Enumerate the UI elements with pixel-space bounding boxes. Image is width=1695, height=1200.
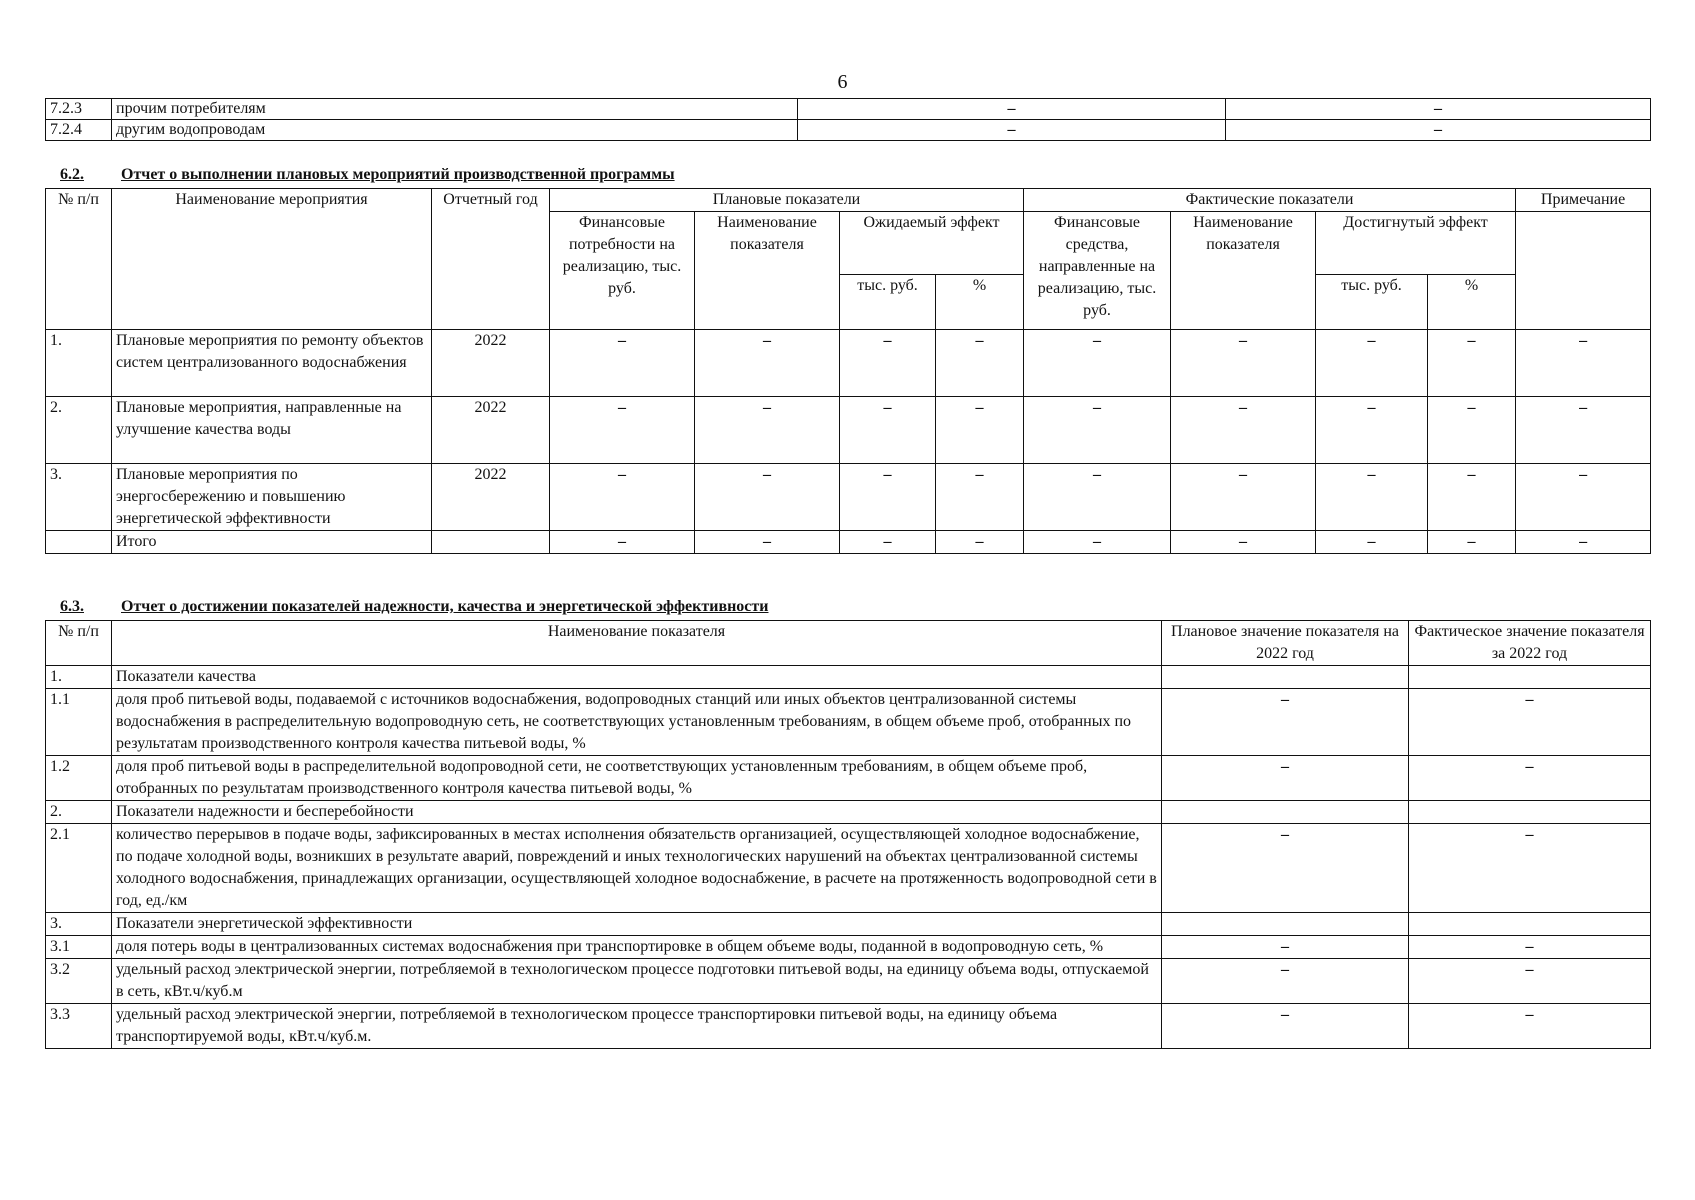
row-number: 2. xyxy=(46,801,112,824)
table-row xyxy=(46,1004,1651,1049)
row-value: – xyxy=(695,330,840,397)
header-fin-means: Финансовые средства, направленные на реализацию, тыс. руб. xyxy=(1024,212,1171,330)
row-year: 2022 xyxy=(432,397,550,464)
row-name: количество перерывов в подаче воды, зафиксированных в местах исполнения обязательств организацией, осуществляющей холодное водоснабжение, по подаче холодной воды, возникших в результате аварий, повреждений и иных технологических нарушений на объектах централизованной системы холодного водоснабжения, принадлежащих организации, осуществляющей холодное водоснабжение, в расчете на протяженность водопроводной сети в год, ед./км xyxy=(112,824,1162,913)
total-year-blank xyxy=(432,531,550,554)
row-value: – xyxy=(1024,397,1171,464)
row-name: доля потерь воды в централизованных системах водоснабжения при транспортировке в общем объеме воды, поданной в водопроводную сеть, % xyxy=(112,936,1162,959)
row-planned: – xyxy=(1162,689,1409,756)
row-value: – xyxy=(550,397,695,464)
row-planned: – xyxy=(1162,936,1409,959)
continuation-table xyxy=(45,98,1651,141)
row-name: прочим потребителям xyxy=(112,99,798,120)
row-value: – xyxy=(1171,397,1316,464)
row-name: Показатели качества xyxy=(112,666,1162,689)
row-value: – xyxy=(936,397,1024,464)
row-actual xyxy=(1409,913,1651,936)
table-row xyxy=(46,936,1651,959)
row-actual: – xyxy=(1409,824,1651,913)
table-row xyxy=(46,666,1651,689)
row-value: – xyxy=(695,464,840,531)
row-planned xyxy=(1162,801,1409,824)
row-actual: – xyxy=(1409,1004,1651,1049)
table-row xyxy=(46,689,1651,756)
row-value: – xyxy=(1024,330,1171,397)
row-value: – xyxy=(1428,330,1516,397)
table-row xyxy=(46,913,1651,936)
row-number: 1.2 xyxy=(46,756,112,801)
row-value: – xyxy=(550,464,695,531)
row-value: – xyxy=(840,330,936,397)
row-value: – xyxy=(1171,330,1316,397)
total-value: – xyxy=(840,531,936,554)
section-number: 6.2. xyxy=(60,166,84,183)
header-thous-rub-actual: тыс. руб. xyxy=(1316,274,1428,330)
row-number: 3.1 xyxy=(46,936,112,959)
row-name: другим водопроводам xyxy=(112,120,798,141)
row-name: удельный расход электрической энергии, потребляемой в технологическом процессе транспортировки питьевой воды, на единицу объема транспортируемой воды, кВт.ч/куб.м. xyxy=(112,1004,1162,1049)
row-actual: – xyxy=(1409,756,1651,801)
row-actual: – xyxy=(1409,689,1651,756)
row-value: – xyxy=(1171,464,1316,531)
row-value: – xyxy=(798,99,1226,120)
row-actual: – xyxy=(1409,936,1651,959)
table-row xyxy=(46,824,1651,913)
page-number: 6 xyxy=(837,71,848,93)
row-value: – xyxy=(936,464,1024,531)
row-value: – xyxy=(1316,464,1428,531)
row-number: 2.1 xyxy=(46,824,112,913)
header-indicator-name-actual: Наименование показателя xyxy=(1171,212,1316,330)
activities-table xyxy=(45,188,1651,554)
row-number: 3.3 xyxy=(46,1004,112,1049)
header-percent-actual: % xyxy=(1428,274,1516,330)
row-value: – xyxy=(840,397,936,464)
header-planned: Плановое значение показателя на 2022 год xyxy=(1162,621,1409,666)
row-value: – xyxy=(798,120,1226,141)
header-num: № п/п xyxy=(46,189,112,330)
row-value: – xyxy=(1226,99,1651,120)
row-actual: – xyxy=(1409,959,1651,1004)
header-fin-needs: Финансовые потребности на реализацию, тыс. руб. xyxy=(550,212,695,330)
total-value: – xyxy=(1428,531,1516,554)
table-row xyxy=(46,330,1651,397)
header-percent: % xyxy=(936,274,1024,330)
row-number: 3. xyxy=(46,913,112,936)
row-value: – xyxy=(550,330,695,397)
row-actual xyxy=(1409,801,1651,824)
row-value: – xyxy=(1024,464,1171,531)
row-name: Плановые мероприятия по энергосбережению и повышению энергетической эффективности xyxy=(112,464,432,531)
table-row xyxy=(46,397,1651,464)
row-planned xyxy=(1162,913,1409,936)
total-value: – xyxy=(550,531,695,554)
header-actual: Фактическое значение показателя за 2022 год xyxy=(1409,621,1651,666)
total-value: – xyxy=(1171,531,1316,554)
row-value: – xyxy=(1226,120,1651,141)
row-number: 2. xyxy=(46,397,112,464)
table-row xyxy=(46,99,1651,120)
row-name: Плановые мероприятия по ремонту объектов систем централизованного водоснабжения xyxy=(112,330,432,397)
row-planned xyxy=(1162,666,1409,689)
row-value: – xyxy=(840,464,936,531)
row-number: 3. xyxy=(46,464,112,531)
total-row xyxy=(46,531,1651,554)
row-value: – xyxy=(695,397,840,464)
table-row xyxy=(46,120,1651,141)
row-planned: – xyxy=(1162,824,1409,913)
row-name: Плановые мероприятия, направленные на улучшение качества воды xyxy=(112,397,432,464)
total-value: – xyxy=(1316,531,1428,554)
row-value: – xyxy=(1316,397,1428,464)
table-row xyxy=(46,756,1651,801)
row-name: Показатели энергетической эффективности xyxy=(112,913,1162,936)
row-year: 2022 xyxy=(432,464,550,531)
total-value: – xyxy=(1516,531,1651,554)
row-number: 1. xyxy=(46,330,112,397)
row-value: – xyxy=(1516,464,1651,531)
header-note-blank xyxy=(1516,212,1651,330)
header-name: Наименование показателя xyxy=(112,621,1162,666)
row-name: доля проб питьевой воды в распределительной водопроводной сети, не соответствующих установленным требованиям, в общем объеме проб, отобранных по результатам производственного контроля качества питьевой воды, % xyxy=(112,756,1162,801)
row-value: – xyxy=(936,330,1024,397)
header-year: Отчетный год xyxy=(432,189,550,330)
section-title: Отчет о достижении показателей надежности, качества и энергетической эффективности xyxy=(121,598,769,615)
header-achieved-effect: Достигнутый эффект xyxy=(1316,212,1516,275)
row-number: 1. xyxy=(46,666,112,689)
header-num: № п/п xyxy=(46,621,112,666)
row-value: – xyxy=(1516,330,1651,397)
header-note: Примечание xyxy=(1516,189,1651,212)
row-number: 7.2.4 xyxy=(46,120,112,141)
row-planned: – xyxy=(1162,959,1409,1004)
row-name: Показатели надежности и бесперебойности xyxy=(112,801,1162,824)
table-row xyxy=(46,959,1651,1004)
row-number: 3.2 xyxy=(46,959,112,1004)
row-actual xyxy=(1409,666,1651,689)
section-title: Отчет о выполнении плановых мероприятий производственной программы xyxy=(121,166,675,183)
section-number: 6.3. xyxy=(60,598,84,615)
table-row xyxy=(46,464,1651,531)
total-label: Итого xyxy=(112,531,432,554)
total-value: – xyxy=(1024,531,1171,554)
row-value: – xyxy=(1516,397,1651,464)
row-name: удельный расход электрической энергии, потребляемой в технологическом процессе подготовки питьевой воды, на единицу объема воды, отпускаемой в сеть, кВт.ч/куб.м xyxy=(112,959,1162,1004)
table-row xyxy=(46,801,1651,824)
row-number: 7.2.3 xyxy=(46,99,112,120)
total-value: – xyxy=(695,531,840,554)
header-planned: Плановые показатели xyxy=(550,189,1024,212)
indicators-table xyxy=(45,620,1651,1049)
row-value: – xyxy=(1428,464,1516,531)
row-planned: – xyxy=(1162,756,1409,801)
header-thous-rub: тыс. руб. xyxy=(840,274,936,330)
row-value: – xyxy=(1316,330,1428,397)
row-year: 2022 xyxy=(432,330,550,397)
row-number: 1.1 xyxy=(46,689,112,756)
total-num-blank xyxy=(46,531,112,554)
header-expected-effect: Ожидаемый эффект xyxy=(840,212,1024,275)
header-name: Наименование мероприятия xyxy=(112,189,432,330)
row-planned: – xyxy=(1162,1004,1409,1049)
header-indicator-name: Наименование показателя xyxy=(695,212,840,330)
header-actual: Фактические показатели xyxy=(1024,189,1516,212)
row-name: доля проб питьевой воды, подаваемой с источников водоснабжения, водопроводных станций или иных объектов централизованной системы водоснабжения в распределительную водопроводную сеть, не соответствующих установленным требованиям, в общем объеме проб, отобранных по результатам производственного контроля качества питьевой воды, % xyxy=(112,689,1162,756)
row-value: – xyxy=(1428,397,1516,464)
total-value: – xyxy=(936,531,1024,554)
